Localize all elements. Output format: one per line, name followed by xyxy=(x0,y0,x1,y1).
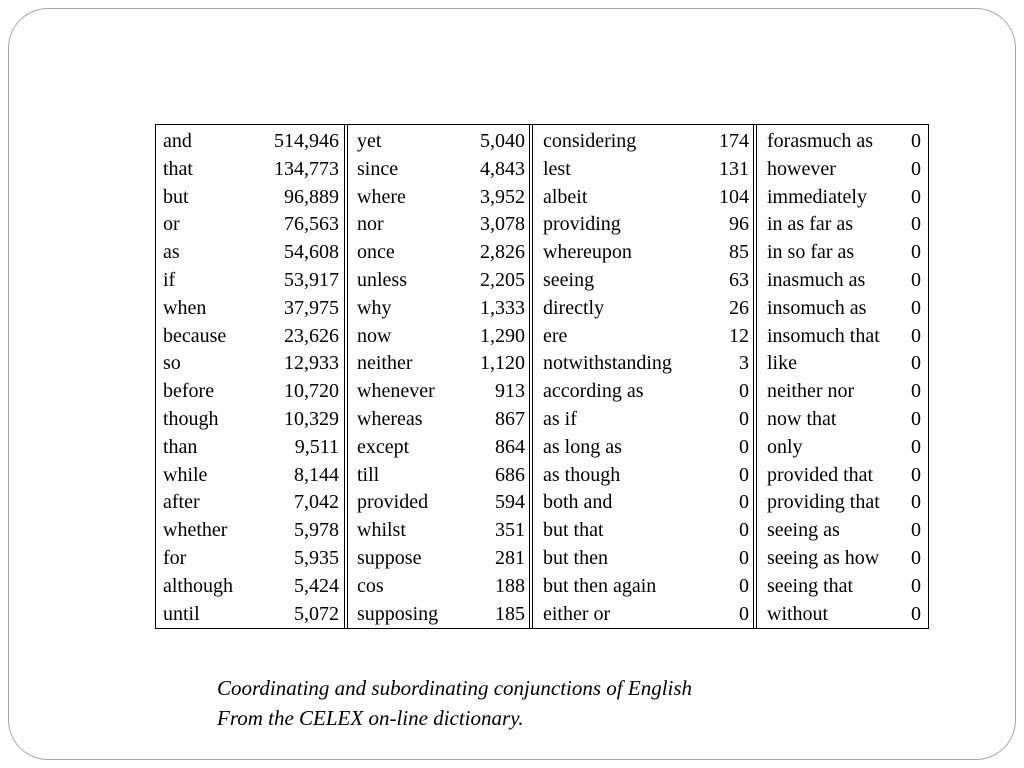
table-row xyxy=(533,434,753,462)
frequency-count: 0 xyxy=(739,491,749,514)
conjunction-word: seeing as how xyxy=(767,546,880,569)
table-column-1 xyxy=(156,125,344,628)
frequency-count: 0 xyxy=(739,380,749,403)
table-row xyxy=(533,211,753,239)
conjunction-word: insomuch as xyxy=(767,296,867,319)
table-row xyxy=(348,601,529,629)
frequency-count: 0 xyxy=(911,324,921,347)
frequency-count: 1,333 xyxy=(480,296,525,319)
table-row xyxy=(156,545,344,573)
conjunction-word: because xyxy=(163,324,227,347)
conjunction-word: after xyxy=(163,491,200,514)
table-row xyxy=(757,462,928,490)
table-row xyxy=(156,601,344,629)
conjunction-word: either or xyxy=(543,602,611,625)
table-row xyxy=(348,184,529,212)
conjunction-word: immediately xyxy=(767,185,867,208)
conjunction-word: providing xyxy=(543,213,621,236)
conjunction-word: provided xyxy=(357,491,429,514)
frequency-count: 0 xyxy=(739,574,749,597)
conjunction-word: as though xyxy=(543,463,621,486)
conjunction-word: provided that xyxy=(767,463,874,486)
conjunction-word: whereas xyxy=(357,407,423,430)
conjunction-word: if xyxy=(163,268,176,291)
frequency-count: 0 xyxy=(911,407,921,430)
frequency-count: 3 xyxy=(739,352,749,375)
conjunction-word: providing that xyxy=(767,491,880,514)
table-caption xyxy=(217,673,917,733)
conjunction-word: as if xyxy=(543,407,577,430)
frequency-count: 913 xyxy=(495,380,525,403)
frequency-count: 5,935 xyxy=(294,546,339,569)
frequency-count: 0 xyxy=(911,435,921,458)
frequency-count: 96 xyxy=(729,213,749,236)
frequency-count: 0 xyxy=(739,519,749,542)
table-row xyxy=(348,267,529,295)
frequency-count: 0 xyxy=(911,491,921,514)
table-row xyxy=(533,601,753,629)
frequency-count: 0 xyxy=(911,546,921,569)
table-row xyxy=(533,184,753,212)
conjunction-word: notwithstanding xyxy=(543,352,672,375)
table-row xyxy=(348,378,529,406)
frequency-count: 0 xyxy=(739,435,749,458)
conjunction-word: but then again xyxy=(543,574,657,597)
conjunction-word: supposing xyxy=(357,602,439,625)
conjunction-word: so xyxy=(163,352,181,375)
conjunction-word: as long as xyxy=(543,435,622,458)
frequency-count: 0 xyxy=(739,407,749,430)
table-row xyxy=(156,239,344,267)
frequency-count: 0 xyxy=(911,296,921,319)
table-row xyxy=(156,462,344,490)
conjunction-word: like xyxy=(767,352,797,375)
frequency-count: 864 xyxy=(495,435,525,458)
conjunction-word: nor xyxy=(357,213,384,236)
caption-line-1: Coordinating and subordinating conjunctions of English xyxy=(217,676,693,700)
frequency-count: 7,042 xyxy=(294,491,339,514)
table-row xyxy=(156,350,344,378)
table-row xyxy=(348,434,529,462)
conjunction-word: forasmuch as xyxy=(767,130,874,152)
conjunction-word: before xyxy=(163,380,215,403)
conjunction-word: ere xyxy=(543,324,568,347)
table-row xyxy=(348,489,529,517)
frequency-count: 0 xyxy=(739,463,749,486)
table-row xyxy=(348,323,529,351)
frequency-count: 23,626 xyxy=(284,324,339,347)
table-row xyxy=(757,267,928,295)
conjunction-word: albeit xyxy=(543,185,588,208)
frequency-count: 0 xyxy=(739,602,749,625)
table-row xyxy=(533,156,753,184)
table-row xyxy=(757,601,928,629)
table-column-4 xyxy=(753,125,928,628)
frequency-count: 0 xyxy=(911,602,921,625)
conjunction-word: though xyxy=(163,407,219,430)
table-row xyxy=(348,156,529,184)
frequency-count: 12 xyxy=(729,324,749,347)
frequency-count: 0 xyxy=(911,157,921,180)
table-row xyxy=(757,156,928,184)
table-row xyxy=(757,489,928,517)
frequency-count: 594 xyxy=(495,491,525,514)
conjunction-word: inasmuch as xyxy=(767,268,866,291)
table-row xyxy=(156,517,344,545)
frequency-count: 1,120 xyxy=(480,352,525,375)
conjunction-word: neither nor xyxy=(767,380,855,403)
conjunction-word: however xyxy=(767,157,836,180)
conjunction-word: while xyxy=(163,463,208,486)
frequency-count: 281 xyxy=(495,546,525,569)
conjunction-word: seeing xyxy=(543,268,595,291)
frequency-count: 134,773 xyxy=(274,157,339,180)
conjunction-frequency-table xyxy=(155,124,929,629)
conjunction-word: why xyxy=(357,296,392,319)
conjunction-word: according as xyxy=(543,380,644,403)
conjunction-word: unless xyxy=(357,268,407,291)
frequency-count: 185 xyxy=(495,602,525,625)
table-row xyxy=(348,295,529,323)
conjunction-word: since xyxy=(357,157,399,180)
conjunction-word: once xyxy=(357,241,395,264)
conjunction-word: whether xyxy=(163,519,228,542)
table-row xyxy=(757,378,928,406)
frequency-count: 8,144 xyxy=(294,463,339,486)
conjunction-word: until xyxy=(163,602,200,625)
conjunction-word: neither xyxy=(357,352,413,375)
conjunction-word: as xyxy=(163,241,180,264)
table-row xyxy=(156,184,344,212)
table-row xyxy=(533,573,753,601)
frequency-count: 4,843 xyxy=(480,157,525,180)
conjunction-word: whenever xyxy=(357,380,435,403)
frequency-count: 0 xyxy=(911,463,921,486)
frequency-count: 85 xyxy=(729,241,749,264)
table-row xyxy=(156,573,344,601)
frequency-count: 514,946 xyxy=(274,130,339,152)
frequency-count: 174 xyxy=(719,130,749,152)
table-row xyxy=(757,295,928,323)
table-row xyxy=(533,323,753,351)
conjunction-word: insomuch that xyxy=(767,324,880,347)
table-row xyxy=(348,545,529,573)
table-row xyxy=(757,545,928,573)
table-row xyxy=(757,350,928,378)
table-row xyxy=(757,128,928,156)
frequency-count: 686 xyxy=(495,463,525,486)
table-row xyxy=(348,462,529,490)
frequency-count: 5,978 xyxy=(294,519,339,542)
table-row xyxy=(348,128,529,156)
conjunction-word: without xyxy=(767,602,829,625)
conjunction-word: although xyxy=(163,574,233,597)
conjunction-word: but then xyxy=(543,546,608,569)
table-row xyxy=(156,156,344,184)
frequency-count: 26 xyxy=(729,296,749,319)
table-row xyxy=(533,545,753,573)
frequency-count: 76,563 xyxy=(284,213,339,236)
conjunction-word: for xyxy=(163,546,187,569)
frequency-count: 0 xyxy=(911,213,921,236)
table-row xyxy=(156,295,344,323)
table-row xyxy=(348,350,529,378)
table-column-2 xyxy=(344,125,529,628)
frequency-count: 0 xyxy=(739,546,749,569)
table-row xyxy=(156,378,344,406)
frequency-count: 12,933 xyxy=(284,352,339,375)
conjunction-word: yet xyxy=(357,130,382,152)
frequency-count: 1,290 xyxy=(480,324,525,347)
conjunction-word: and xyxy=(163,130,192,152)
table-row xyxy=(533,350,753,378)
table-row xyxy=(533,267,753,295)
conjunction-word: when xyxy=(163,296,207,319)
frequency-count: 10,329 xyxy=(284,407,339,430)
table-row xyxy=(757,323,928,351)
table-row xyxy=(533,517,753,545)
conjunction-word: suppose xyxy=(357,546,422,569)
frequency-count: 0 xyxy=(911,574,921,597)
table-row xyxy=(156,489,344,517)
table-row xyxy=(156,434,344,462)
table-row xyxy=(533,462,753,490)
frequency-count: 54,608 xyxy=(284,241,339,264)
conjunction-word: whereupon xyxy=(543,241,632,264)
table-row xyxy=(348,406,529,434)
table-row xyxy=(156,406,344,434)
conjunction-word: in as far as xyxy=(767,213,854,236)
conjunction-word: till xyxy=(357,463,380,486)
conjunction-word: except xyxy=(357,435,410,458)
frequency-count: 0 xyxy=(911,519,921,542)
frequency-count: 0 xyxy=(911,352,921,375)
table-row xyxy=(757,517,928,545)
frequency-count: 9,511 xyxy=(294,435,339,458)
frequency-count: 0 xyxy=(911,185,921,208)
conjunction-word: only xyxy=(767,435,803,458)
frequency-count: 0 xyxy=(911,241,921,264)
table-row xyxy=(757,184,928,212)
frequency-count: 104 xyxy=(719,185,749,208)
table-row xyxy=(348,211,529,239)
table-row xyxy=(156,323,344,351)
conjunction-word: now xyxy=(357,324,392,347)
frequency-count: 0 xyxy=(911,268,921,291)
conjunction-word: but xyxy=(163,185,189,208)
conjunction-word: now that xyxy=(767,407,837,430)
table-row xyxy=(156,267,344,295)
frequency-count: 5,072 xyxy=(294,602,339,625)
frequency-count: 0 xyxy=(911,130,921,152)
frequency-count: 867 xyxy=(495,407,525,430)
frequency-count: 3,952 xyxy=(480,185,525,208)
conjunction-word: considering xyxy=(543,130,637,152)
frequency-count: 351 xyxy=(495,519,525,542)
table-row xyxy=(757,406,928,434)
frequency-count: 5,424 xyxy=(294,574,339,597)
table-row xyxy=(533,295,753,323)
conjunction-word: where xyxy=(357,185,406,208)
frequency-count: 3,078 xyxy=(480,213,525,236)
frequency-count: 2,826 xyxy=(480,241,525,264)
table-row xyxy=(156,211,344,239)
conjunction-word: directly xyxy=(543,296,605,319)
conjunction-word: that xyxy=(163,157,193,180)
frequency-count: 131 xyxy=(719,157,749,180)
table-row xyxy=(533,406,753,434)
table-row xyxy=(348,239,529,267)
table-row xyxy=(757,573,928,601)
caption-line-2: From the CELEX on-line dictionary. xyxy=(217,706,524,730)
table-row xyxy=(533,489,753,517)
frequency-count: 0 xyxy=(911,380,921,403)
table-row xyxy=(533,239,753,267)
table-column-3 xyxy=(529,125,753,628)
conjunction-word: seeing that xyxy=(767,574,854,597)
table-row xyxy=(757,434,928,462)
conjunction-word: or xyxy=(163,213,180,236)
table-row xyxy=(757,239,928,267)
table-row xyxy=(533,378,753,406)
table-row xyxy=(348,573,529,601)
conjunction-word: than xyxy=(163,435,198,458)
frequency-count: 188 xyxy=(495,574,525,597)
table-row xyxy=(348,517,529,545)
conjunction-word: cos xyxy=(357,574,384,597)
conjunction-word: in so far as xyxy=(767,241,855,264)
table-row xyxy=(156,128,344,156)
frequency-count: 10,720 xyxy=(284,380,339,403)
frequency-count: 63 xyxy=(729,268,749,291)
frequency-count: 96,889 xyxy=(284,185,339,208)
conjunction-word: whilst xyxy=(357,519,406,542)
table-row xyxy=(533,128,753,156)
frequency-count: 5,040 xyxy=(480,130,525,152)
conjunction-word: both and xyxy=(543,491,613,514)
frequency-count: 37,975 xyxy=(284,296,339,319)
conjunction-word: lest xyxy=(543,157,571,180)
frequency-count: 53,917 xyxy=(284,268,339,291)
conjunction-word: seeing as xyxy=(767,519,840,542)
frequency-count: 2,205 xyxy=(480,268,525,291)
conjunction-word: but that xyxy=(543,519,604,542)
table-row xyxy=(757,211,928,239)
